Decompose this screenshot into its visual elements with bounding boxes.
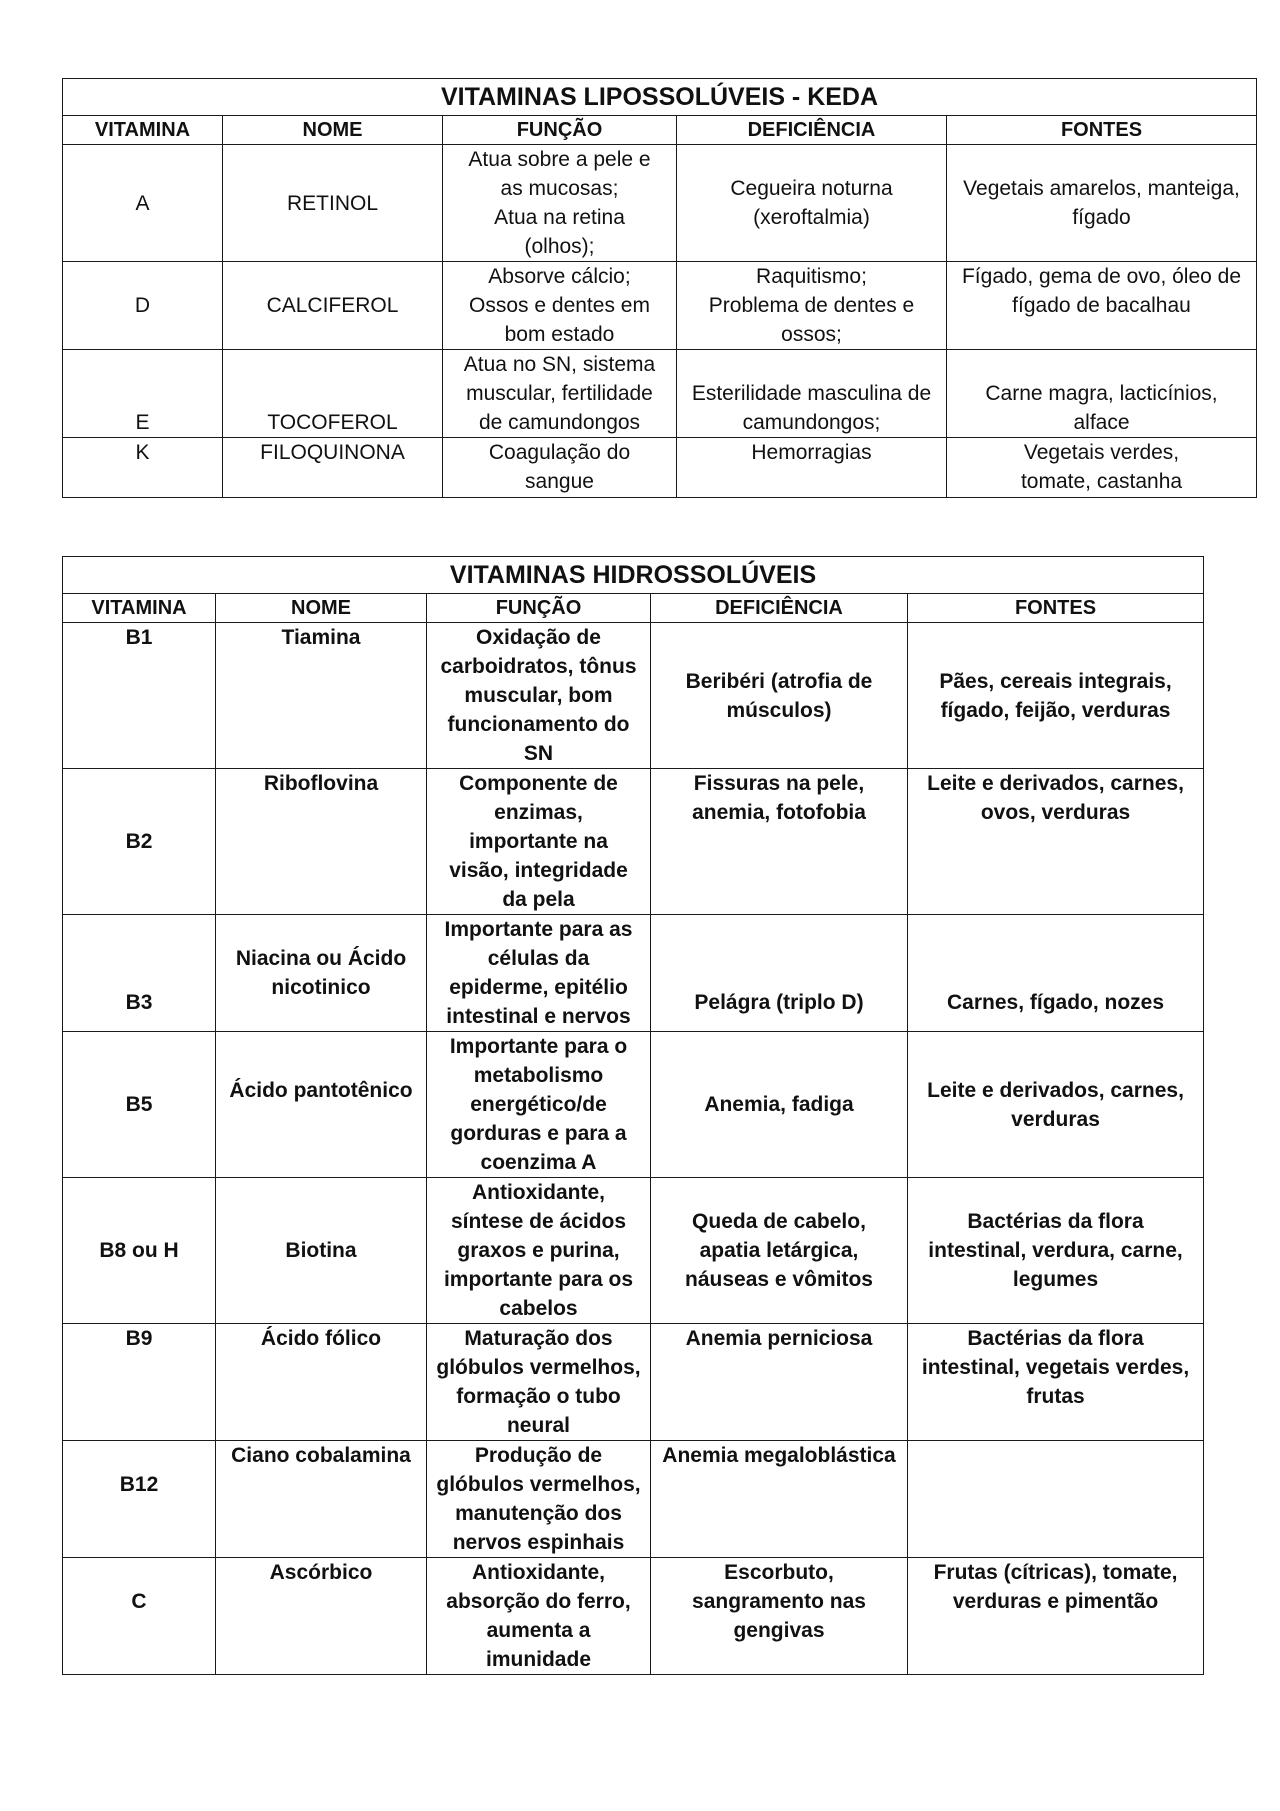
hidro-vitamina-cell: B2 <box>63 769 216 915</box>
lipo-vitamina-cell: E <box>63 350 223 438</box>
lipo-nome-cell: RETINOL <box>223 145 443 262</box>
table-row <box>63 915 1204 1032</box>
hidro-nome-cell: Ciano cobalamina <box>216 1441 427 1558</box>
lipo-vitamina-cell: K <box>63 438 223 498</box>
table-row <box>63 350 1257 438</box>
hidro-vitamina-cell: B3 <box>63 915 216 1032</box>
hidro-deficiencia-cell: Pelágra (triplo D) <box>651 915 908 1032</box>
table-row <box>63 1032 1204 1178</box>
lipo-fontes-cell: Fígado, gema de ovo, óleo de fígado de bacalhau <box>947 262 1257 350</box>
lipo-vitamina-cell: D <box>63 262 223 350</box>
lipo-header-deficiencia: DEFICIÊNCIA <box>677 116 947 145</box>
hidro-fontes-cell: Leite e derivados, carnes, ovos, verduras <box>908 769 1204 915</box>
hidro-funcao-cell: Importante para as células da epiderme, epitélio intestinal e nervos <box>427 915 651 1032</box>
hidro-deficiencia-cell: Anemia perniciosa <box>651 1324 908 1441</box>
lipo-vitamina-cell: A <box>63 145 223 262</box>
lipo-fontes-cell: Vegetais verdes, tomate, castanha <box>947 438 1257 498</box>
lipo-nome-cell: CALCIFEROL <box>223 262 443 350</box>
hidro-nome-cell: Riboflovina <box>216 769 427 915</box>
table-row <box>63 1558 1204 1675</box>
lipossoluveis-table <box>62 78 1257 498</box>
lipo-table-title: VITAMINAS LIPOSSOLÚVEIS - KEDA <box>63 79 1257 116</box>
hidro-fontes-cell: Leite e derivados, carnes, verduras <box>908 1032 1204 1178</box>
lipo-fontes-cell: Carne magra, lacticínios, alface <box>947 350 1257 438</box>
table-row <box>63 262 1257 350</box>
lipo-header-fontes: FONTES <box>947 116 1257 145</box>
table-row <box>63 623 1204 769</box>
hidro-table-title: VITAMINAS HIDROSSOLÚVEIS <box>63 557 1204 594</box>
hidro-vitamina-cell: B5 <box>63 1032 216 1178</box>
lipo-funcao-cell: Atua no SN, sistema muscular, fertilidade de camundongos <box>443 350 677 438</box>
hidro-deficiencia-cell: Escorbuto, sangramento nas gengivas <box>651 1558 908 1675</box>
lipo-deficiencia-cell: Esterilidade masculina de camundongos; <box>677 350 947 438</box>
table-row <box>63 1178 1204 1324</box>
lipo-header-vitamina: VITAMINA <box>63 116 223 145</box>
hidro-vitamina-cell: B1 <box>63 623 216 769</box>
hidro-deficiencia-cell: Queda de cabelo, apatia letárgica, náuseas e vômitos <box>651 1178 908 1324</box>
table-row <box>63 1324 1204 1441</box>
hidro-nome-cell: Niacina ou Ácido nicotinico <box>216 915 427 1032</box>
hidro-funcao-cell: Produção de glóbulos vermelhos, manutenção dos nervos espinhais <box>427 1441 651 1558</box>
hidro-deficiencia-cell: Fissuras na pele, anemia, fotofobia <box>651 769 908 915</box>
hidro-fontes-cell: Carnes, fígado, nozes <box>908 915 1204 1032</box>
hidro-vitamina-cell: B8 ou H <box>63 1178 216 1324</box>
hidro-deficiencia-cell: Anemia, fadiga <box>651 1032 908 1178</box>
hidro-header-vitamina: VITAMINA <box>63 594 216 623</box>
hidro-fontes-cell: Bactérias da flora intestinal, vegetais verdes, frutas <box>908 1324 1204 1441</box>
hidro-nome-cell: Ácido pantotênico <box>216 1032 427 1178</box>
table-row <box>63 769 1204 915</box>
hidrossoluveis-table <box>62 556 1204 1675</box>
table-row <box>63 438 1257 498</box>
hidro-vitamina-cell: B12 <box>63 1441 216 1558</box>
table-row <box>63 145 1257 262</box>
hidro-deficiencia-cell: Anemia megaloblástica <box>651 1441 908 1558</box>
lipo-nome-cell: FILOQUINONA <box>223 438 443 498</box>
hidro-fontes-cell <box>908 1441 1204 1558</box>
lipo-fontes-cell: Vegetais amarelos, manteiga, fígado <box>947 145 1257 262</box>
hidro-deficiencia-cell: Beribéri (atrofia de músculos) <box>651 623 908 769</box>
hidro-nome-cell: Biotina <box>216 1178 427 1324</box>
hidro-funcao-cell: Antioxidante, absorção do ferro, aumenta a imunidade <box>427 1558 651 1675</box>
lipo-deficiencia-cell: Hemorragias <box>677 438 947 498</box>
hidro-funcao-cell: Importante para o metabolismo energético/de gorduras e para a coenzima A <box>427 1032 651 1178</box>
hidro-fontes-cell: Bactérias da flora intestinal, verdura, carne, legumes <box>908 1178 1204 1324</box>
hidro-fontes-cell: Pães, cereais integrais, fígado, feijão, verduras <box>908 623 1204 769</box>
hidro-header-funcao: FUNÇÃO <box>427 594 651 623</box>
lipo-funcao-cell: Atua sobre a pele e as mucosas; Atua na retina (olhos); <box>443 145 677 262</box>
table-row <box>63 1441 1204 1558</box>
hidro-header-deficiencia: DEFICIÊNCIA <box>651 594 908 623</box>
hidro-funcao-cell: Oxidação de carboidratos, tônus muscular, bom funcionamento do SN <box>427 623 651 769</box>
hidro-header-nome: NOME <box>216 594 427 623</box>
hidro-vitamina-cell: B9 <box>63 1324 216 1441</box>
lipo-funcao-cell: Absorve cálcio; Ossos e dentes em bom estado <box>443 262 677 350</box>
lipo-header-nome: NOME <box>223 116 443 145</box>
hidro-nome-cell: Tiamina <box>216 623 427 769</box>
hidro-nome-cell: Ácido fólico <box>216 1324 427 1441</box>
hidro-funcao-cell: Componente de enzimas, importante na visão, integridade da pela <box>427 769 651 915</box>
lipo-deficiencia-cell: Raquitismo; Problema de dentes e ossos; <box>677 262 947 350</box>
lipo-header-funcao: FUNÇÃO <box>443 116 677 145</box>
hidro-header-fontes: FONTES <box>908 594 1204 623</box>
hidro-fontes-cell: Frutas (cítricas), tomate, verduras e pimentão <box>908 1558 1204 1675</box>
hidro-nome-cell: Ascórbico <box>216 1558 427 1675</box>
hidro-vitamina-cell: C <box>63 1558 216 1675</box>
hidro-funcao-cell: Maturação dos glóbulos vermelhos, formação o tubo neural <box>427 1324 651 1441</box>
hidro-funcao-cell: Antioxidante, síntese de ácidos graxos e purina, importante para os cabelos <box>427 1178 651 1324</box>
lipo-deficiencia-cell: Cegueira noturna (xeroftalmia) <box>677 145 947 262</box>
lipo-nome-cell: TOCOFEROL <box>223 350 443 438</box>
lipo-funcao-cell: Coagulação do sangue <box>443 438 677 498</box>
